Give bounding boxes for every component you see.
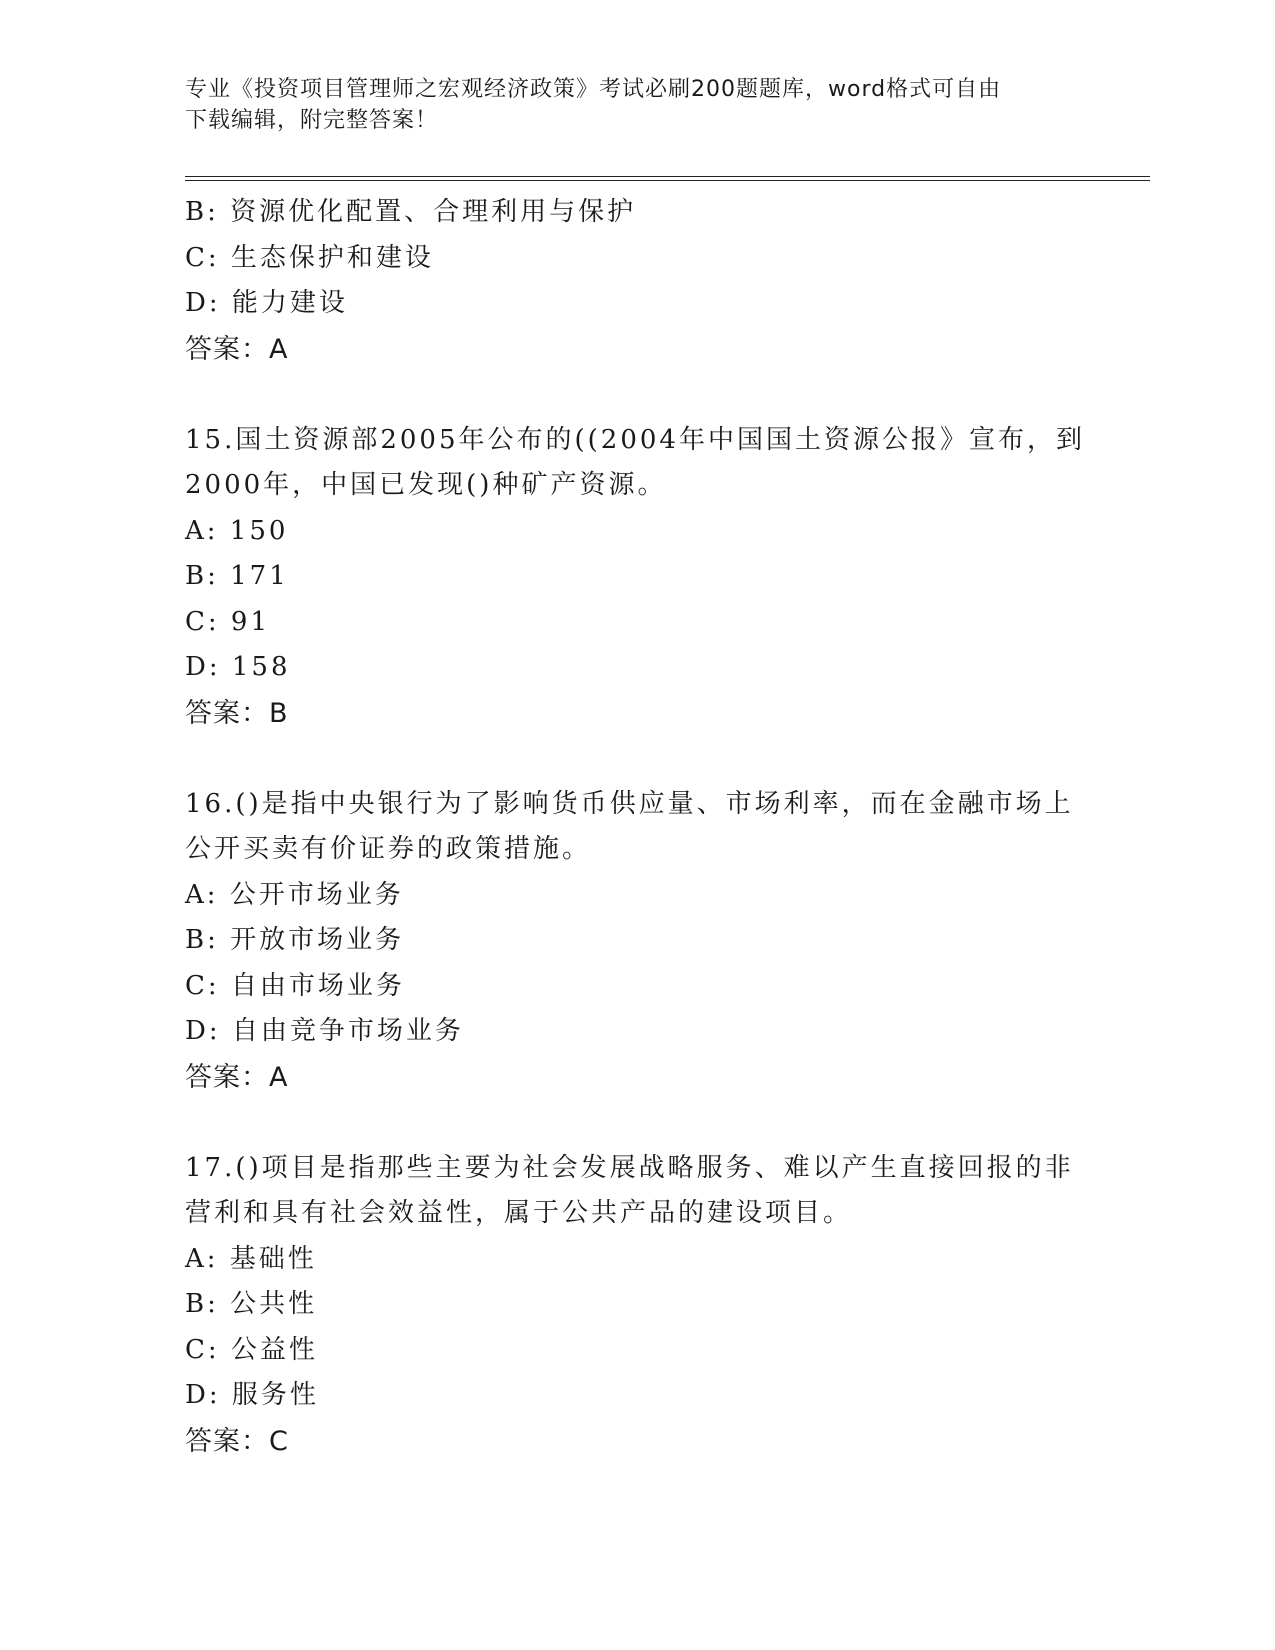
option-b: B: 171	[185, 561, 289, 591]
answer-line: 答案：A	[185, 1061, 289, 1093]
header-divider	[185, 176, 1150, 181]
question-list	[185, 190, 1085, 1464]
question-17	[185, 1146, 1085, 1465]
option-b: B: 资源优化配置、合理利用与保护	[185, 197, 637, 227]
question-16	[185, 782, 1085, 1101]
option-d: D: 服务性	[185, 1380, 319, 1410]
document-header	[185, 74, 1085, 136]
question-fragment	[185, 190, 1085, 372]
option-d: D: 自由竞争市场业务	[185, 1016, 464, 1046]
option-c: C: 生态保护和建设	[185, 242, 434, 273]
option-a: A: 150	[185, 515, 289, 546]
option-c: C: 公益性	[185, 1334, 318, 1365]
header-line-2: 下载编辑，附完整答案！	[185, 108, 439, 133]
question-stem-line: 16.()是指中央银行为了影响货币供应量、市场利率，而在金融市场上	[185, 788, 1074, 819]
header-line-1: 专业《投资项目管理师之宏观经济政策》考试必刷200题题库，word格式可自由	[185, 77, 1002, 102]
answer-line: 答案：B	[185, 697, 289, 729]
option-c: C: 91	[185, 606, 271, 637]
answer-line: 答案：C	[185, 1425, 289, 1457]
option-c: C: 自由市场业务	[185, 970, 405, 1001]
answer-line: 答案：A	[185, 333, 289, 365]
option-b: B: 开放市场业务	[185, 925, 405, 955]
question-stem-line: 17.()项目是指那些主要为社会发展战略服务、难以产生直接回报的非	[185, 1152, 1074, 1183]
question-15	[185, 418, 1085, 737]
question-stem-line: 15.国土资源部2005年公布的((2004年中国国土资源公报》宣布，到	[185, 424, 1085, 455]
option-a: A: 公开市场业务	[185, 879, 404, 910]
option-d: D: 能力建设	[185, 288, 348, 318]
option-a: A: 基础性	[185, 1243, 317, 1274]
question-stem-line: 2000年，中国已发现()种矿产资源。	[185, 470, 667, 500]
option-b: B: 公共性	[185, 1289, 318, 1319]
question-stem-line: 公开买卖有价证券的政策措施。	[185, 834, 592, 864]
question-stem-line: 营利和具有社会效益性，属于公共产品的建设项目。	[185, 1198, 853, 1228]
option-d: D: 158	[185, 652, 291, 682]
